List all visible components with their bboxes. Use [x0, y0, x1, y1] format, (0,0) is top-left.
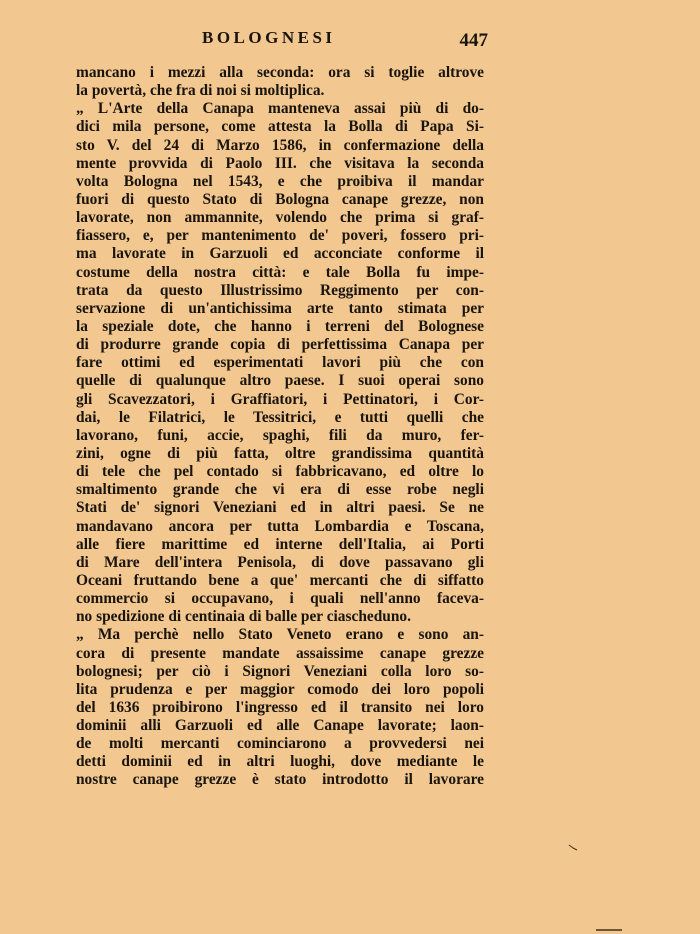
text-line: dominii alli Garzuoli ed alle Canape lavorate; laon-	[76, 717, 484, 735]
text-line: bolognesi; per ciò i Signori Veneziani colla loro so-	[76, 662, 484, 680]
stray-mark	[568, 844, 578, 852]
text-line: fiassero, e, per mantenimento de' poveri, fossero pri-	[76, 227, 484, 245]
text-line: fare ottimi ed esperimentati lavori più che con	[76, 354, 484, 372]
text-line: del 1636 proibirono l'ingresso ed il transito nei loro	[76, 698, 484, 716]
text-line: di produrre grande copia di perfettissima Canapa per	[76, 336, 484, 354]
text-line: commercio si occupavano, i quali nell'anno faceva-	[76, 590, 484, 608]
text-line: volta Bologna nel 1543, e che proibiva il mandar	[76, 172, 484, 190]
text-line: fuori di questo Stato di Bologna canape grezze, non	[76, 190, 484, 208]
text-line: quelle di qualunque altro paese. I suoi operai sono	[76, 372, 484, 390]
text-line: la speziale dote, che hanno i terreni del Bolognese	[76, 317, 484, 335]
text-line: zini, ogne di più fatta, oltre grandissima quantità	[76, 444, 484, 462]
running-title: BOLOGNESI	[202, 28, 336, 47]
text-line: di tele che pel contado si fabbricavano, ed oltre lo	[76, 463, 484, 481]
text-line: costume della nostra città: e tale Bolla fu impe-	[76, 263, 484, 281]
text-line: Oceani fruttando bene a que' mercanti che di siffatto	[76, 571, 484, 589]
text-line: trata da questo Illustrissimo Reggimento per con-	[76, 281, 484, 299]
text-line: no spedizione di centinaia di balle per ciascheduno.	[76, 608, 411, 626]
body-text	[76, 64, 484, 790]
text-line: lavorate, non ammannite, volendo che prima si graf-	[76, 209, 484, 227]
page-number: 447	[459, 30, 488, 51]
text-line: dici mila persone, come attesta la Bolla di Papa Si-	[76, 118, 484, 136]
text-line: Stati de' signori Veneziani ed in altri paesi. Se ne	[76, 499, 484, 517]
page-edge-mark	[596, 929, 622, 931]
text-line: detti dominii ed in altri luoghi, dove mediante le	[76, 753, 484, 771]
text-line: de molti mercanti cominciarono a provvedersi nei	[76, 735, 484, 753]
text-line: mandavano ancora per tutta Lombardia e Toscana,	[76, 517, 484, 535]
text-line: mente provvida di Paolo III. che visitava la seconda	[76, 154, 484, 172]
text-line: sto V. del 24 di Marzo 1586, in confermazione della	[76, 136, 484, 154]
text-line: servazione di un'antichissima arte tanto stimata per	[76, 299, 484, 317]
text-line: mancano i mezzi alla seconda: ora si toglie altrove	[76, 64, 484, 81]
text-line: la povertà, che fra di noi si moltiplica.	[76, 82, 325, 100]
text-line: alle fiere marittime ed interne dell'Italia, ai Porti	[76, 535, 484, 553]
text-line: cora di presente mandate assaissime canape grezze	[76, 644, 484, 662]
text-line: gli Scavezzatori, i Graffiatori, i Pettinatori, i Cor-	[76, 390, 484, 408]
text-line: ma lavorate in Garzuoli ed acconciate conforme il	[76, 245, 484, 263]
text-line: smaltimento grande che vi era di esse robe negli	[76, 481, 484, 499]
text-line: lita prudenza e per maggior comodo dei loro popoli	[76, 680, 484, 698]
text-line: di Mare dell'intera Penisola, di dove passavano gli	[76, 553, 484, 571]
text-line: „ Ma perchè nello Stato Veneto erano e sono an-	[76, 626, 484, 644]
text-line: „ L'Arte della Canapa manteneva assai più di do-	[76, 100, 484, 118]
text-line: nostre canape grezze è stato introdotto il lavorare	[76, 771, 484, 789]
text-line: dai, le Filatrici, le Tessitrici, e tutti quelli che	[76, 408, 484, 426]
page-header	[76, 28, 486, 54]
text-line: lavorano, funi, accie, spaghi, fili da muro, fer-	[76, 426, 484, 444]
